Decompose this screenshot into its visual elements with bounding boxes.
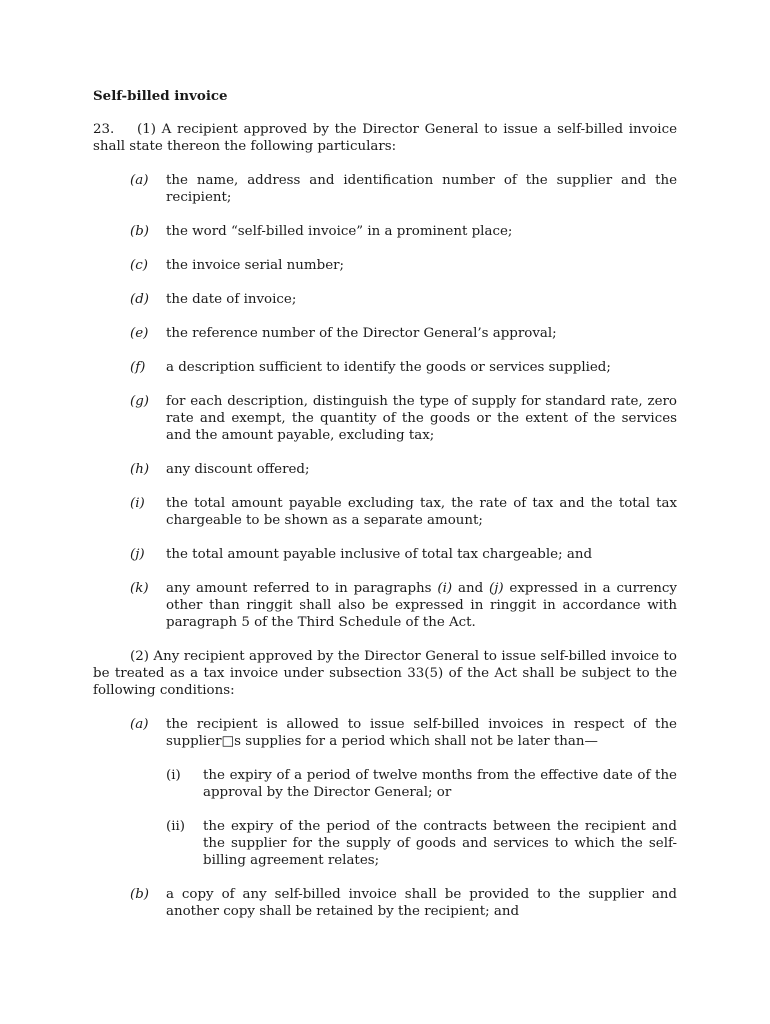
item-text: any discount offered; <box>166 462 310 477</box>
list-item-a <box>93 172 677 206</box>
item-label: (c) <box>130 258 148 273</box>
list-item-j <box>93 546 677 563</box>
list-item-f <box>93 359 677 376</box>
list-item-h <box>93 461 677 478</box>
subitem-text: the expiry of the period of the contracts between the recipient and the supplier for the supply of goods and services to which the self-billing agreement relates; <box>203 819 677 868</box>
subitem-label: (i) <box>166 768 181 783</box>
item-label: (h) <box>130 462 150 477</box>
document-page <box>93 88 677 937</box>
subitem-text: the expiry of a period of twelve months from the effective date of the approval by the Director General; or <box>203 768 677 800</box>
paragraph-ref-j: (j) <box>488 581 504 596</box>
item-label: (g) <box>130 394 150 409</box>
list-item-b <box>93 223 677 240</box>
condition-item-a <box>93 716 677 750</box>
item-text-part: and <box>452 581 489 596</box>
item-label: (b) <box>130 887 150 902</box>
item-text: the total amount payable inclusive of total tax chargeable; and <box>166 547 593 562</box>
list-item-c <box>93 257 677 274</box>
item-text: the total amount payable excluding tax, the rate of tax and the total tax chargeable to be shown as a separate amount; <box>166 496 677 528</box>
item-text: the date of invoice; <box>166 292 297 307</box>
item-text: for each description, distinguish the type of supply for standard rate, zero rate and exempt, the quantity of the goods or the extent of the services and the amount payable, excluding tax; <box>166 394 677 443</box>
item-text-part: any amount referred to in paragraphs <box>166 581 438 596</box>
section-heading: Self-billed invoice <box>93 88 228 104</box>
item-label: (b) <box>130 224 150 239</box>
item-text: a description sufficient to identify the goods or services supplied; <box>166 360 611 375</box>
item-label: (j) <box>130 547 145 562</box>
list-item-d <box>93 291 677 308</box>
item-label: (f) <box>130 360 146 375</box>
item-text: the word “self-billed invoice” in a prominent place; <box>166 224 513 239</box>
item-text: the recipient is allowed to issue self-billed invoices in respect of the supplier□s supplies for a period which shall not be later than— <box>166 717 677 749</box>
condition-item-b <box>93 886 677 920</box>
list-item-e <box>93 325 677 342</box>
item-label: (a) <box>130 717 149 732</box>
item-text: the invoice serial number; <box>166 258 345 273</box>
item-text: a copy of any self-billed invoice shall be provided to the supplier and another copy shall be retained by the recipient; and <box>166 887 677 919</box>
item-label: (a) <box>130 173 149 188</box>
subitem-label: (ii) <box>166 819 186 834</box>
item-label: (k) <box>130 581 149 596</box>
item-label: (d) <box>130 292 150 307</box>
intro-paragraph: 23. (1) A recipient approved by the Director General to issue a self-billed invoice shall state thereon the following particulars: <box>93 122 677 154</box>
item-text: the name, address and identification number of the supplier and the recipient; <box>166 173 677 205</box>
item-text-part: expressed in a currency other than ringgit shall also be expressed in ringgit in accordance with paragraph 5 of the Third Schedule of the Act. <box>166 581 677 630</box>
list-item-g <box>93 393 677 444</box>
item-label: (e) <box>130 326 149 341</box>
list-item-k <box>93 580 677 631</box>
item-text: the reference number of the Director General’s approval; <box>166 326 557 341</box>
list-item-i <box>93 495 677 529</box>
paragraph-ref-i: (i) <box>437 581 453 596</box>
condition-subitem-i <box>93 767 677 801</box>
subsection-2-paragraph: (2) Any recipient approved by the Director General to issue self-billed invoice to be treated as a tax invoice under subsection 33(5) of the Act shall be subject to the following conditions: <box>93 649 677 698</box>
item-label: (i) <box>130 496 145 511</box>
condition-subitem-ii <box>93 818 677 869</box>
